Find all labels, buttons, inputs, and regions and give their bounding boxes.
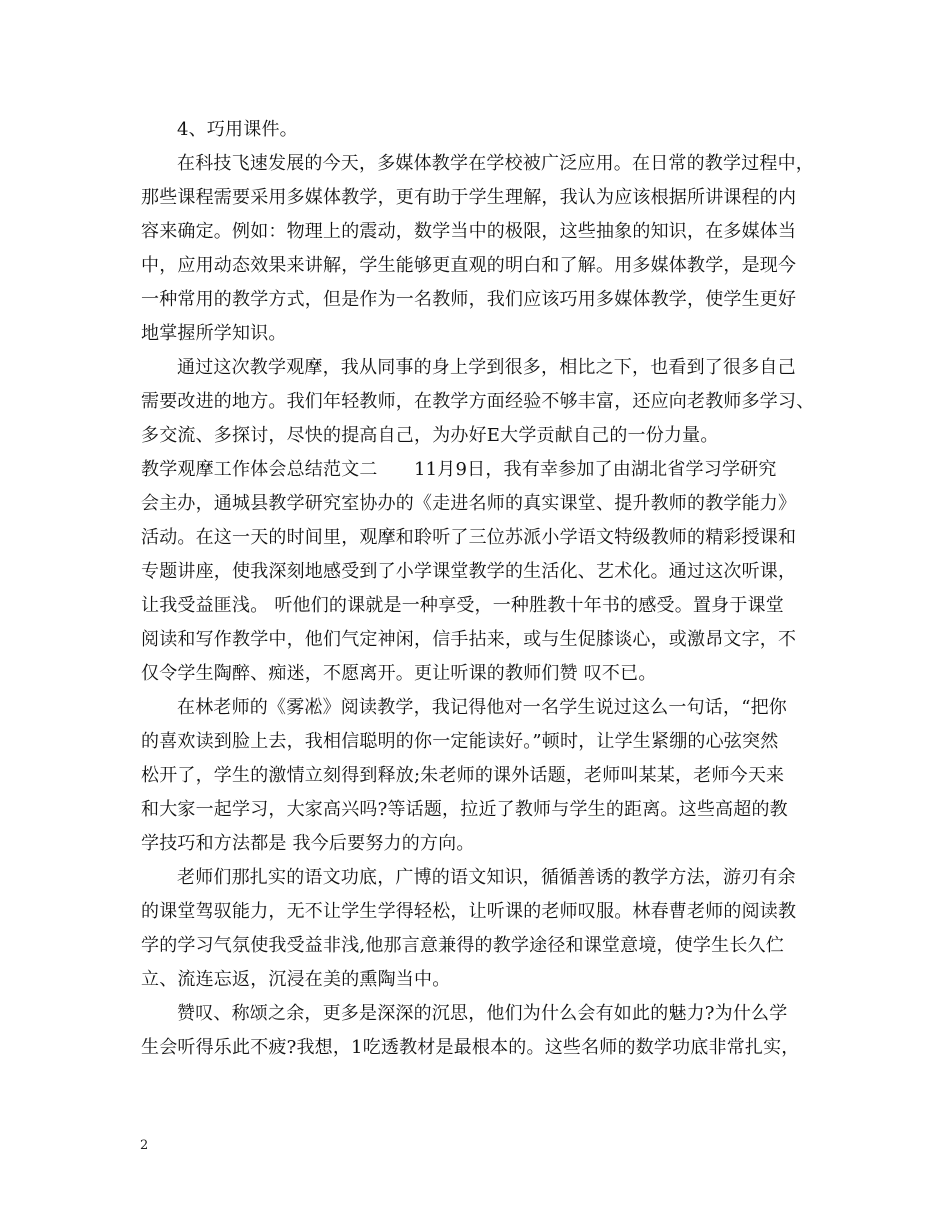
paragraph-line: 学的学习气氛使我受益非浅,他那言意兼得的教学途径和课堂意境，使学生长久伫 bbox=[141, 935, 784, 956]
paragraph-line: 让我受益匪浅。 听他们的课就是一种享受，一种胜教十年书的感受。置身于课堂 bbox=[141, 595, 784, 616]
paragraph-line: 阅读和写作教学中，他们气定神闲，信手拈来，或与生促膝谈心，或激昂文字，不 bbox=[141, 629, 797, 650]
paragraph-line: 和大家一起学习，大家高兴吗?等话题，拉近了教师与学生的距离。这些高超的教 bbox=[141, 799, 788, 820]
paragraph-line: 赞叹、称颂之余，更多是深深的沉思，他们为什么会有如此的魅力?为什么学 bbox=[177, 1003, 788, 1024]
paragraph-line: 需要改进的地方。我们年轻教师，在教学方面经验不够丰富，还应向老教师多学习、 bbox=[141, 391, 815, 412]
paragraph-line: 学技巧和方法都是 我今后要努力的方向。 bbox=[141, 833, 475, 854]
paragraph-line: 教学观摩工作体会总结范文二 11月9日，我有幸参加了由湖北省学习学研究 bbox=[141, 459, 777, 480]
paragraph-line: 仅令学生陶醉、痴迷，不愿离开。更让听课的教师们赞 叹不已。 bbox=[141, 663, 657, 684]
paragraph-line: 活动。在这一天的时间里，观摩和聆听了三位苏派小学语文特级教师的精彩授课和 bbox=[141, 527, 797, 548]
paragraph-1 bbox=[141, 113, 821, 147]
paragraph-line: 松开了，学生的激情立刻得到释放;朱老师的课外话题，老师叫某某，老师今天来 bbox=[141, 765, 785, 786]
paragraph-4 bbox=[141, 453, 821, 691]
paragraph-line: 专题讲座，使我深刻地感受到了小学课堂教学的生活化、艺术化。通过这次听课， bbox=[141, 561, 797, 582]
paragraph-2 bbox=[141, 147, 821, 351]
paragraph-line: 中，应用动态效果来讲解，学生能够更直观的明白和了解。用多媒体教学，是现今 bbox=[141, 255, 797, 276]
paragraph-line: 一种常用的教学方式，但是作为一名教师，我们应该巧用多媒体教学，使学生更好 bbox=[141, 289, 797, 310]
paragraph-line: 地掌握所学知识。 bbox=[141, 323, 287, 344]
paragraph-line: 生会听得乐此不疲?我想，1吃透教材是最根本的。这些名师的数学功底非常扎实， bbox=[141, 1037, 800, 1058]
paragraph-5 bbox=[141, 691, 821, 861]
paragraph-line: 多交流、多探讨，尽快的提高自己，为办好E大学贡献自己的一份力量。 bbox=[141, 425, 719, 446]
paragraph-line: 立、流连忘返，沉浸在美的熏陶当中。 bbox=[141, 969, 451, 990]
paragraph-line: 通过这次教学观摩，我从同事的身上学到很多，相比之下，也看到了很多自己 bbox=[177, 357, 796, 378]
paragraph-line: 的喜欢读到脸上去，我相信聪明的你一定能读好。”顿时，让学生紧绷的心弦突然 bbox=[141, 731, 779, 752]
paragraph-line: 那些课程需要采用多媒体教学，更有助于学生理解，我认为应该根据所讲课程的内 bbox=[141, 187, 797, 208]
paragraph-7 bbox=[141, 997, 821, 1065]
page-number: 2 bbox=[140, 1138, 149, 1153]
document-body bbox=[141, 113, 821, 1065]
paragraph-3 bbox=[141, 351, 821, 453]
paragraph-line: 会主办，通城县教学研究室协办的《走进名师的真实课堂、提升教师的教学能力》 bbox=[141, 493, 797, 514]
paragraph-line: 容来确定。例如：物理上的震动，数学当中的极限，这些抽象的知识，在多媒体当 bbox=[141, 221, 797, 242]
paragraph-line: 的课堂驾驭能力，无不让学生学得轻松，让听课的老师叹服。林春曹老师的阅读教 bbox=[141, 901, 797, 922]
paragraph-line: 老师们那扎实的语文功底，广博的语文知识，循循善诱的教学方法，游刃有余 bbox=[177, 867, 796, 888]
paragraph-line: 在林老师的《雾凇》阅读教学，我记得他对一名学生说过这么一句话，“把你 bbox=[177, 697, 787, 718]
paragraph-line: 在科技飞速发展的今天，多媒体教学在学校被广泛应用。在日常的教学过程中， bbox=[177, 153, 814, 174]
paragraph-line: 4、巧用课件。 bbox=[177, 119, 298, 140]
paragraph-6 bbox=[141, 861, 821, 997]
